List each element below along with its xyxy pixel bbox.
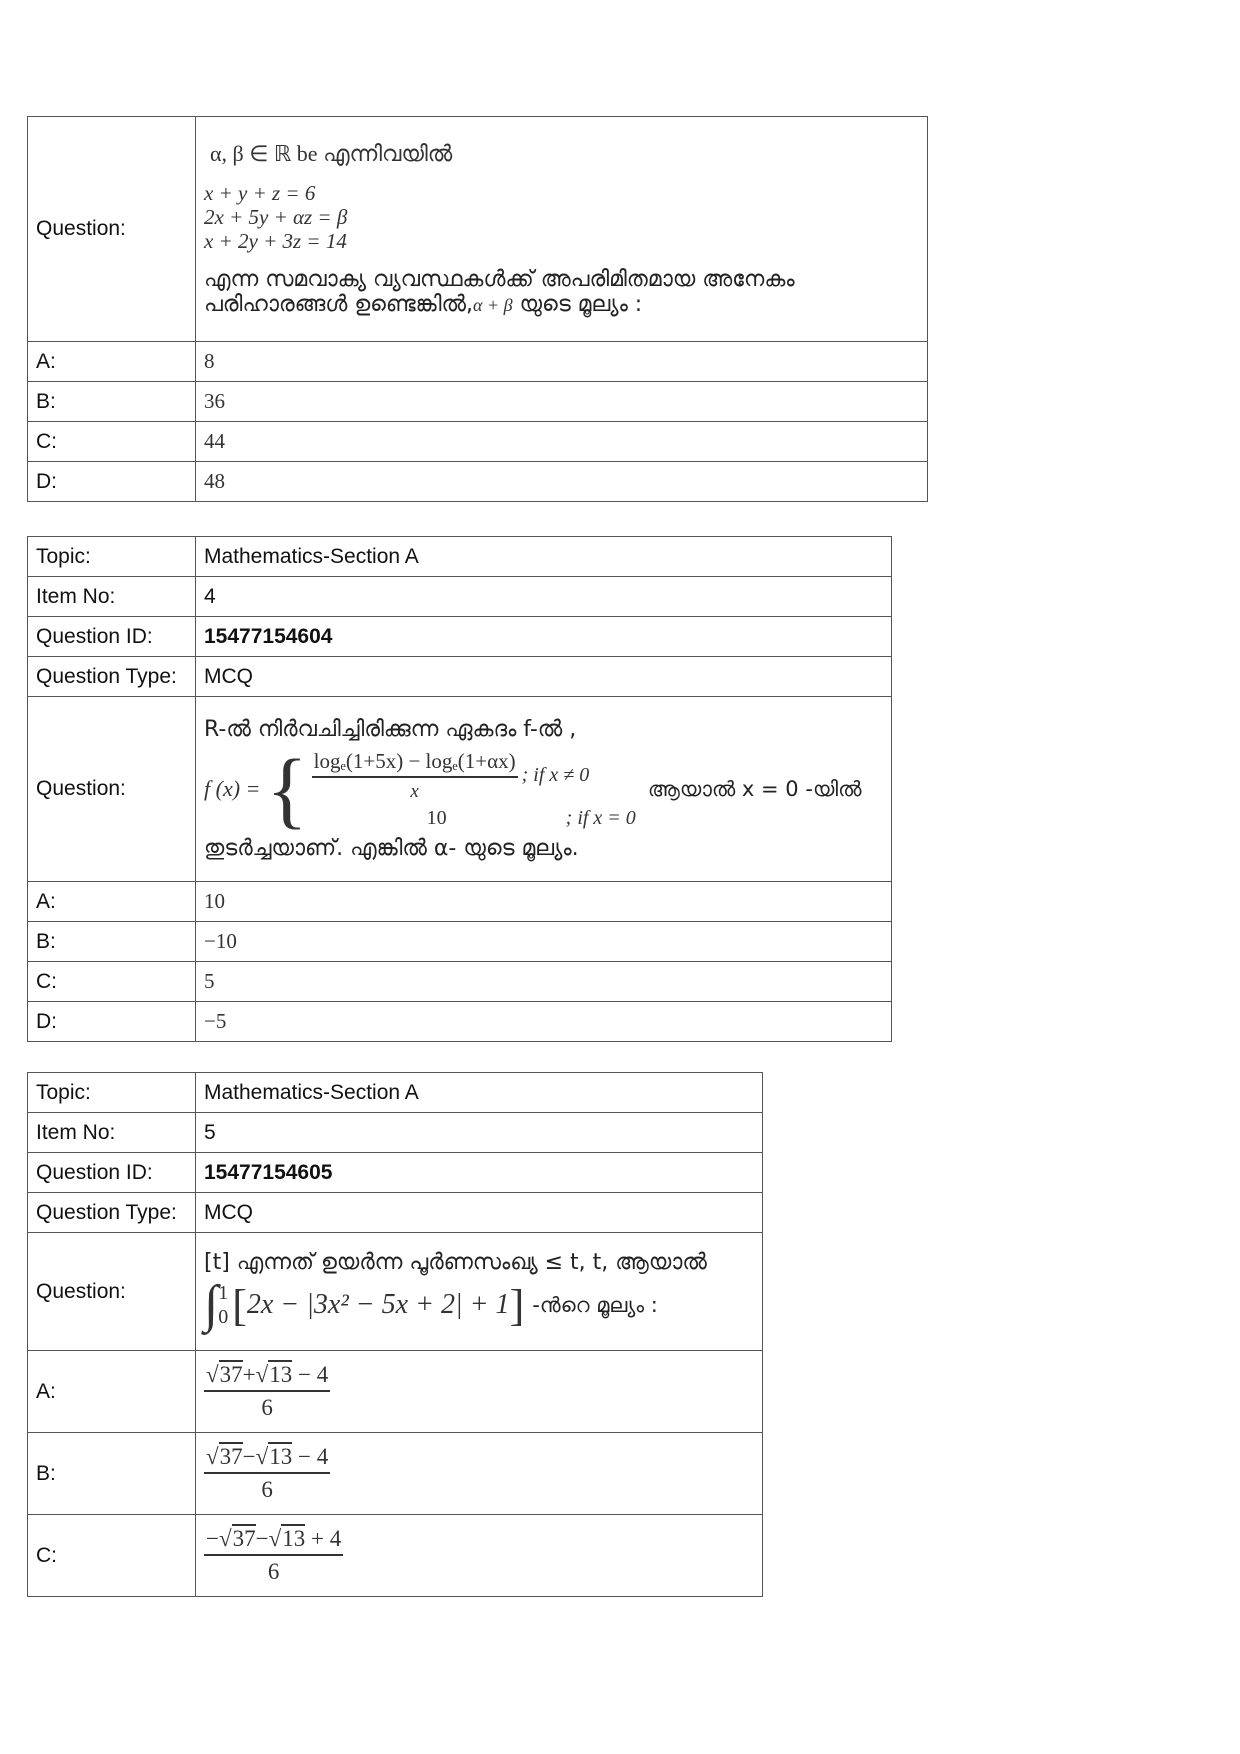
- case-1-numerator: logₑ(1+5x) − logₑ(1+αx): [312, 749, 518, 778]
- question-type-row: [28, 657, 892, 697]
- item-no-label: Item No:: [28, 1113, 196, 1153]
- option-c-value: 44: [196, 422, 928, 462]
- integral-upper-limit: 1: [218, 1282, 229, 1304]
- option-c-label: C:: [28, 962, 196, 1002]
- question-5-table: [27, 1072, 763, 1597]
- case-2-condition: ; if x = 0: [565, 806, 636, 829]
- option-d-value: −5: [196, 1002, 892, 1042]
- option-d-value: 48: [196, 462, 928, 502]
- option-c-radicand-2: 13: [282, 1526, 306, 1551]
- item-no-value: 4: [196, 577, 892, 617]
- question-label: Question:: [28, 117, 196, 342]
- question-type-row: [28, 1193, 763, 1233]
- option-row-d: [28, 1002, 892, 1042]
- option-a-denominator: 6: [261, 1395, 273, 1420]
- case-1-denominator: x: [410, 780, 419, 802]
- integral-lower-limit: 0: [218, 1306, 229, 1328]
- question-suffix: -ൻറെ മൂല്യം :: [532, 1292, 658, 1317]
- case-2: [312, 807, 636, 830]
- topic-value: Mathematics-Section A: [196, 1073, 763, 1113]
- option-row-c: [28, 962, 892, 1002]
- option-a-numerator: √37+√13 − 4: [204, 1362, 330, 1392]
- option-row-b: [28, 382, 928, 422]
- question-row: [28, 117, 928, 342]
- question-text-prefix: പരിഹാരങ്ങൾ ഉണ്ടെങ്കിൽ,: [204, 292, 473, 317]
- question-content: [196, 697, 892, 882]
- function-lhs: f (x) =: [204, 776, 261, 801]
- question-label: Question:: [28, 697, 196, 882]
- question-text-line-1: എന്ന സമവാക്യ വ്യവസ്ഥകൾക്ക് അപരിമിതമായ അനേകം: [204, 267, 795, 292]
- topic-row: [28, 1073, 763, 1113]
- option-a-label: A:: [28, 1351, 196, 1433]
- question-text-suffix: യുടെ മൂല്യം :: [512, 292, 643, 317]
- option-b-value: [196, 1433, 763, 1515]
- case-2-value: 10: [426, 806, 447, 829]
- piecewise-function: [204, 741, 883, 837]
- item-no-value: 5: [196, 1113, 763, 1153]
- option-row-c: [28, 1515, 763, 1597]
- item-no-row: [28, 577, 892, 617]
- question-row: [28, 1233, 763, 1351]
- item-no-label: Item No:: [28, 577, 196, 617]
- option-b-fraction: [204, 1444, 330, 1503]
- topic-label: Topic:: [28, 537, 196, 577]
- option-c-fraction: [204, 1526, 343, 1585]
- piecewise-cases: [312, 749, 636, 830]
- option-b-label: B:: [28, 1433, 196, 1515]
- option-b-value: −10: [196, 922, 892, 962]
- case-1-condition: ; if x ≠ 0: [521, 764, 590, 786]
- question-row: [28, 697, 892, 882]
- option-a-value: 8: [196, 342, 928, 382]
- question-4-table: [27, 536, 892, 1042]
- option-b-value: 36: [196, 382, 928, 422]
- equation-2: 2x + 5y + αz = β: [204, 205, 348, 229]
- question-content: [196, 1233, 763, 1351]
- left-brace: {: [266, 741, 308, 837]
- question-id-row: [28, 1153, 763, 1193]
- option-c-numerator: −√37−√13 + 4: [204, 1526, 343, 1556]
- option-row-b: [28, 1433, 763, 1515]
- question-3-table: [27, 116, 928, 502]
- question-content: [196, 117, 928, 342]
- integral-sign: ∫: [204, 1276, 219, 1333]
- option-b-radicand-2: 13: [269, 1444, 293, 1469]
- question-intro: α, β ∈ ℝ be എന്നിവയിൽ: [210, 141, 453, 166]
- equation-1: x + y + z = 6: [204, 181, 316, 205]
- integral-expression: [204, 1277, 754, 1333]
- option-a-radicand-2: 13: [269, 1362, 293, 1387]
- option-c-radicand-1: 37: [232, 1526, 256, 1551]
- question-id-label: Question ID:: [28, 1153, 196, 1193]
- topic-label: Topic:: [28, 1073, 196, 1113]
- question-line-1: [t] എന്നത് ഉയർന്ന പൂർണസംഖ്യ ≤ t, t, ആയാൽ: [204, 1250, 707, 1275]
- question-text-line-2: [204, 292, 919, 317]
- option-c-label: C:: [28, 422, 196, 462]
- option-row-c: [28, 422, 928, 462]
- question-type-value: MCQ: [196, 1193, 763, 1233]
- case-1: [312, 749, 636, 803]
- option-a-label: A:: [28, 882, 196, 922]
- integrand: 2x − |3x² − 5x + 2| + 1: [246, 1289, 510, 1320]
- item-no-row: [28, 1113, 763, 1153]
- option-a-radicand-1: 37: [219, 1362, 243, 1387]
- option-b-label: B:: [28, 922, 196, 962]
- integral-limits: [218, 1281, 228, 1329]
- option-row-b: [28, 922, 892, 962]
- topic-value: Mathematics-Section A: [196, 537, 892, 577]
- option-a-fraction: [204, 1362, 330, 1421]
- equation-3: x + 2y + 3z = 14: [204, 229, 347, 253]
- option-a-label: A:: [28, 342, 196, 382]
- alpha-plus-beta: α + β: [472, 295, 513, 315]
- question-id-row: [28, 617, 892, 657]
- left-bracket: [: [232, 1280, 247, 1330]
- question-line-1: R-ൽ നിർവചിച്ചിരിക്കുന്ന ഏകദം f-ൽ ,: [204, 717, 577, 742]
- question-label: Question:: [28, 1233, 196, 1351]
- option-c-label: C:: [28, 1515, 196, 1597]
- option-row-a: [28, 1351, 763, 1433]
- option-c-denominator: 6: [267, 1559, 280, 1584]
- option-c-value: 5: [196, 962, 892, 1002]
- question-id-value: 15477154604: [196, 617, 892, 657]
- question-id-value: 15477154605: [196, 1153, 763, 1193]
- option-row-a: [28, 882, 892, 922]
- question-type-label: Question Type:: [28, 657, 196, 697]
- right-bracket: ]: [509, 1280, 525, 1330]
- option-a-value: 10: [196, 882, 892, 922]
- option-row-a: [28, 342, 928, 382]
- question-line-3: തുടർച്ചയാണ്. എങ്കിൽ α- യുടെ മൂല്യം.: [204, 836, 579, 861]
- option-b-radicand-1: 37: [219, 1444, 243, 1469]
- option-a-value: [196, 1351, 763, 1433]
- option-b-label: B:: [28, 382, 196, 422]
- question-type-label: Question Type:: [28, 1193, 196, 1233]
- question-mid-text: ആയാൽ x = 0 -യിൽ: [647, 776, 862, 801]
- option-d-label: D:: [28, 1002, 196, 1042]
- question-type-value: MCQ: [196, 657, 892, 697]
- option-d-label: D:: [28, 462, 196, 502]
- option-row-d: [28, 462, 928, 502]
- case-1-fraction: [312, 749, 518, 803]
- option-c-value: [196, 1515, 763, 1597]
- option-b-numerator: √37−√13 − 4: [204, 1444, 330, 1474]
- option-b-denominator: 6: [261, 1477, 273, 1502]
- topic-row: [28, 537, 892, 577]
- question-id-label: Question ID:: [28, 617, 196, 657]
